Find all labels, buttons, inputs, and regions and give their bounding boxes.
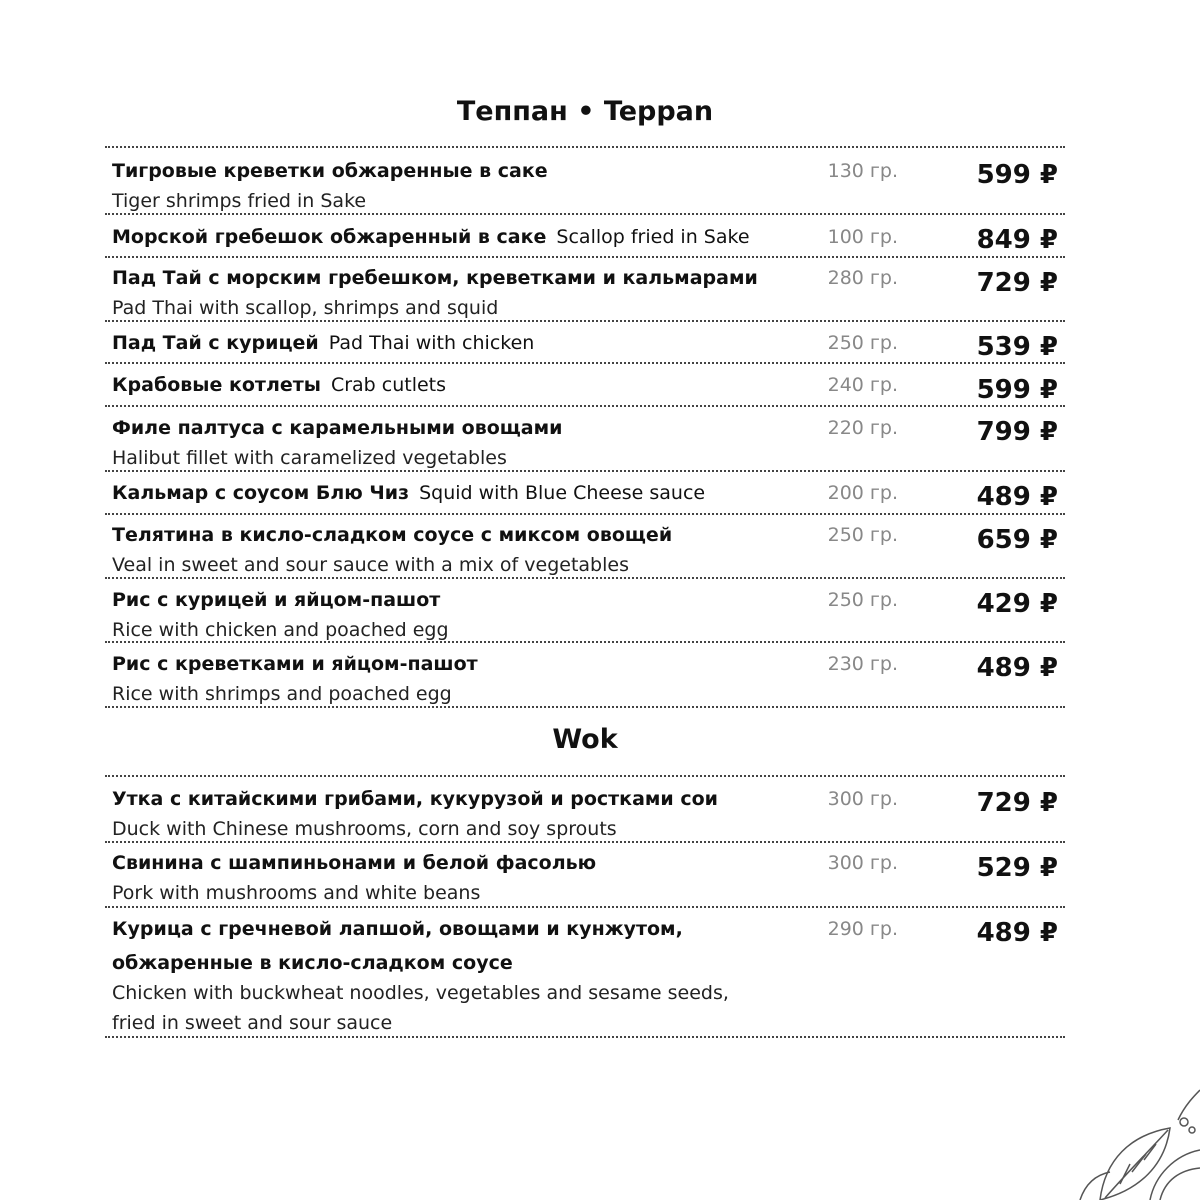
- item-weight: 250 гр.: [827, 332, 898, 354]
- item-name-en: Squid with Blue Cheese sauce: [419, 482, 706, 504]
- item-price: 799 ₽: [976, 417, 1058, 447]
- item-weight: 240 гр.: [827, 374, 898, 396]
- divider: [105, 146, 1065, 148]
- item-price: 659 ₽: [976, 525, 1058, 555]
- item-weight: 290 гр.: [827, 918, 898, 940]
- item-name-ru: Рис с креветками и яйцом-пашот: [112, 653, 478, 675]
- item-name-ru: Тигровые креветки обжаренные в саке: [112, 160, 548, 182]
- item-price: 729 ₽: [976, 268, 1058, 298]
- item-weight: 100 гр.: [827, 226, 898, 248]
- item-price: 849 ₽: [976, 225, 1058, 255]
- divider: [105, 513, 1065, 515]
- item-name-ru: Крабовые котлеты: [112, 374, 321, 396]
- divider: [105, 641, 1065, 643]
- item-price: 529 ₽: [976, 853, 1058, 883]
- divider: [105, 256, 1065, 258]
- item-name-en: Pork with mushrooms and white beans: [112, 882, 481, 904]
- item-name-en: Veal in sweet and sour sauce with a mix of vegetables: [112, 554, 629, 576]
- divider: [105, 1036, 1065, 1038]
- item-weight: 280 гр.: [827, 267, 898, 289]
- item-name-ru: Филе палтуса с карамельными овощами: [112, 417, 563, 439]
- item-name-ru: Рис с курицей и яйцом-пашот: [112, 589, 441, 611]
- item-name-en: Chicken with buckwheat noodles, vegetables and sesame seeds,: [112, 982, 729, 1004]
- item-weight: 220 гр.: [827, 417, 898, 439]
- item-name-ru: Свинина с шампиньонами и белой фасолью: [112, 852, 597, 874]
- item-name-ru: Кальмар с соусом Блю Чиз: [112, 482, 410, 504]
- item-price: 539 ₽: [976, 332, 1058, 362]
- item-name-en: Scallop fried in Sake: [556, 226, 750, 248]
- item-name: [112, 478, 705, 508]
- item-name-ru: Пад Тай с морским гребешком, креветками и кальмарами: [112, 267, 758, 289]
- item-name-ru: Утка с китайскими грибами, кукурузой и ростками сои: [112, 788, 718, 810]
- item-name: [112, 328, 534, 358]
- item-weight: 250 гр.: [827, 524, 898, 546]
- divider: [105, 775, 1065, 777]
- item-name-ru: Телятина в кисло-сладком соусе с миксом овощей: [112, 524, 673, 546]
- leaf-decoration-icon: [1060, 1080, 1200, 1200]
- item-price: 599 ₽: [976, 375, 1058, 405]
- item-price: 489 ₽: [976, 918, 1058, 948]
- item-name-ru: Курица с гречневой лапшой, овощами и кунжутом,: [112, 918, 683, 940]
- item-name-en: Crab cutlets: [330, 374, 447, 396]
- item-name-ru-line2: обжаренные в кисло-сладком соусе: [112, 952, 513, 974]
- item-price: 599 ₽: [976, 160, 1058, 190]
- divider: [105, 405, 1065, 407]
- item-name-ru: Морской гребешок обжаренный в саке: [112, 226, 547, 248]
- item-name-en: Rice with shrimps and poached egg: [112, 683, 452, 705]
- divider: [105, 841, 1065, 843]
- item-price: 489 ₽: [976, 653, 1058, 683]
- divider: [105, 470, 1065, 472]
- item-weight: 230 гр.: [827, 653, 898, 675]
- item-weight: 200 гр.: [827, 482, 898, 504]
- item-price: 429 ₽: [976, 589, 1058, 619]
- item-name-en: Duck with Chinese mushrooms, corn and soy sprouts: [112, 818, 617, 840]
- item-weight: 130 гр.: [827, 160, 898, 182]
- item-name-en: Pad Thai with chicken: [328, 332, 535, 354]
- item-name-en: Rice with chicken and poached egg: [112, 619, 449, 641]
- item-price: 489 ₽: [976, 482, 1058, 512]
- item-name: [112, 370, 446, 400]
- item-name-en-line2: fried in sweet and sour sauce: [112, 1012, 393, 1034]
- item-name-en: Tiger shrimps fried in Sake: [112, 190, 367, 212]
- item-price: 729 ₽: [976, 788, 1058, 818]
- section-title-wok: Wok: [552, 724, 618, 755]
- divider: [105, 213, 1065, 215]
- item-name-ru: Пад Тай с курицей: [112, 332, 319, 354]
- section-title-teppan: Теппан • Teppan: [456, 96, 714, 127]
- item-name-en: Halibut fillet with caramelized vegetables: [112, 447, 507, 469]
- divider: [105, 706, 1065, 708]
- divider: [105, 362, 1065, 364]
- item-name: [112, 222, 750, 252]
- item-weight: 300 гр.: [827, 788, 898, 810]
- divider: [105, 906, 1065, 908]
- item-name-en: Pad Thai with scallop, shrimps and squid: [112, 297, 499, 319]
- divider: [105, 320, 1065, 322]
- item-weight: 300 гр.: [827, 852, 898, 874]
- divider: [105, 577, 1065, 579]
- item-weight: 250 гр.: [827, 589, 898, 611]
